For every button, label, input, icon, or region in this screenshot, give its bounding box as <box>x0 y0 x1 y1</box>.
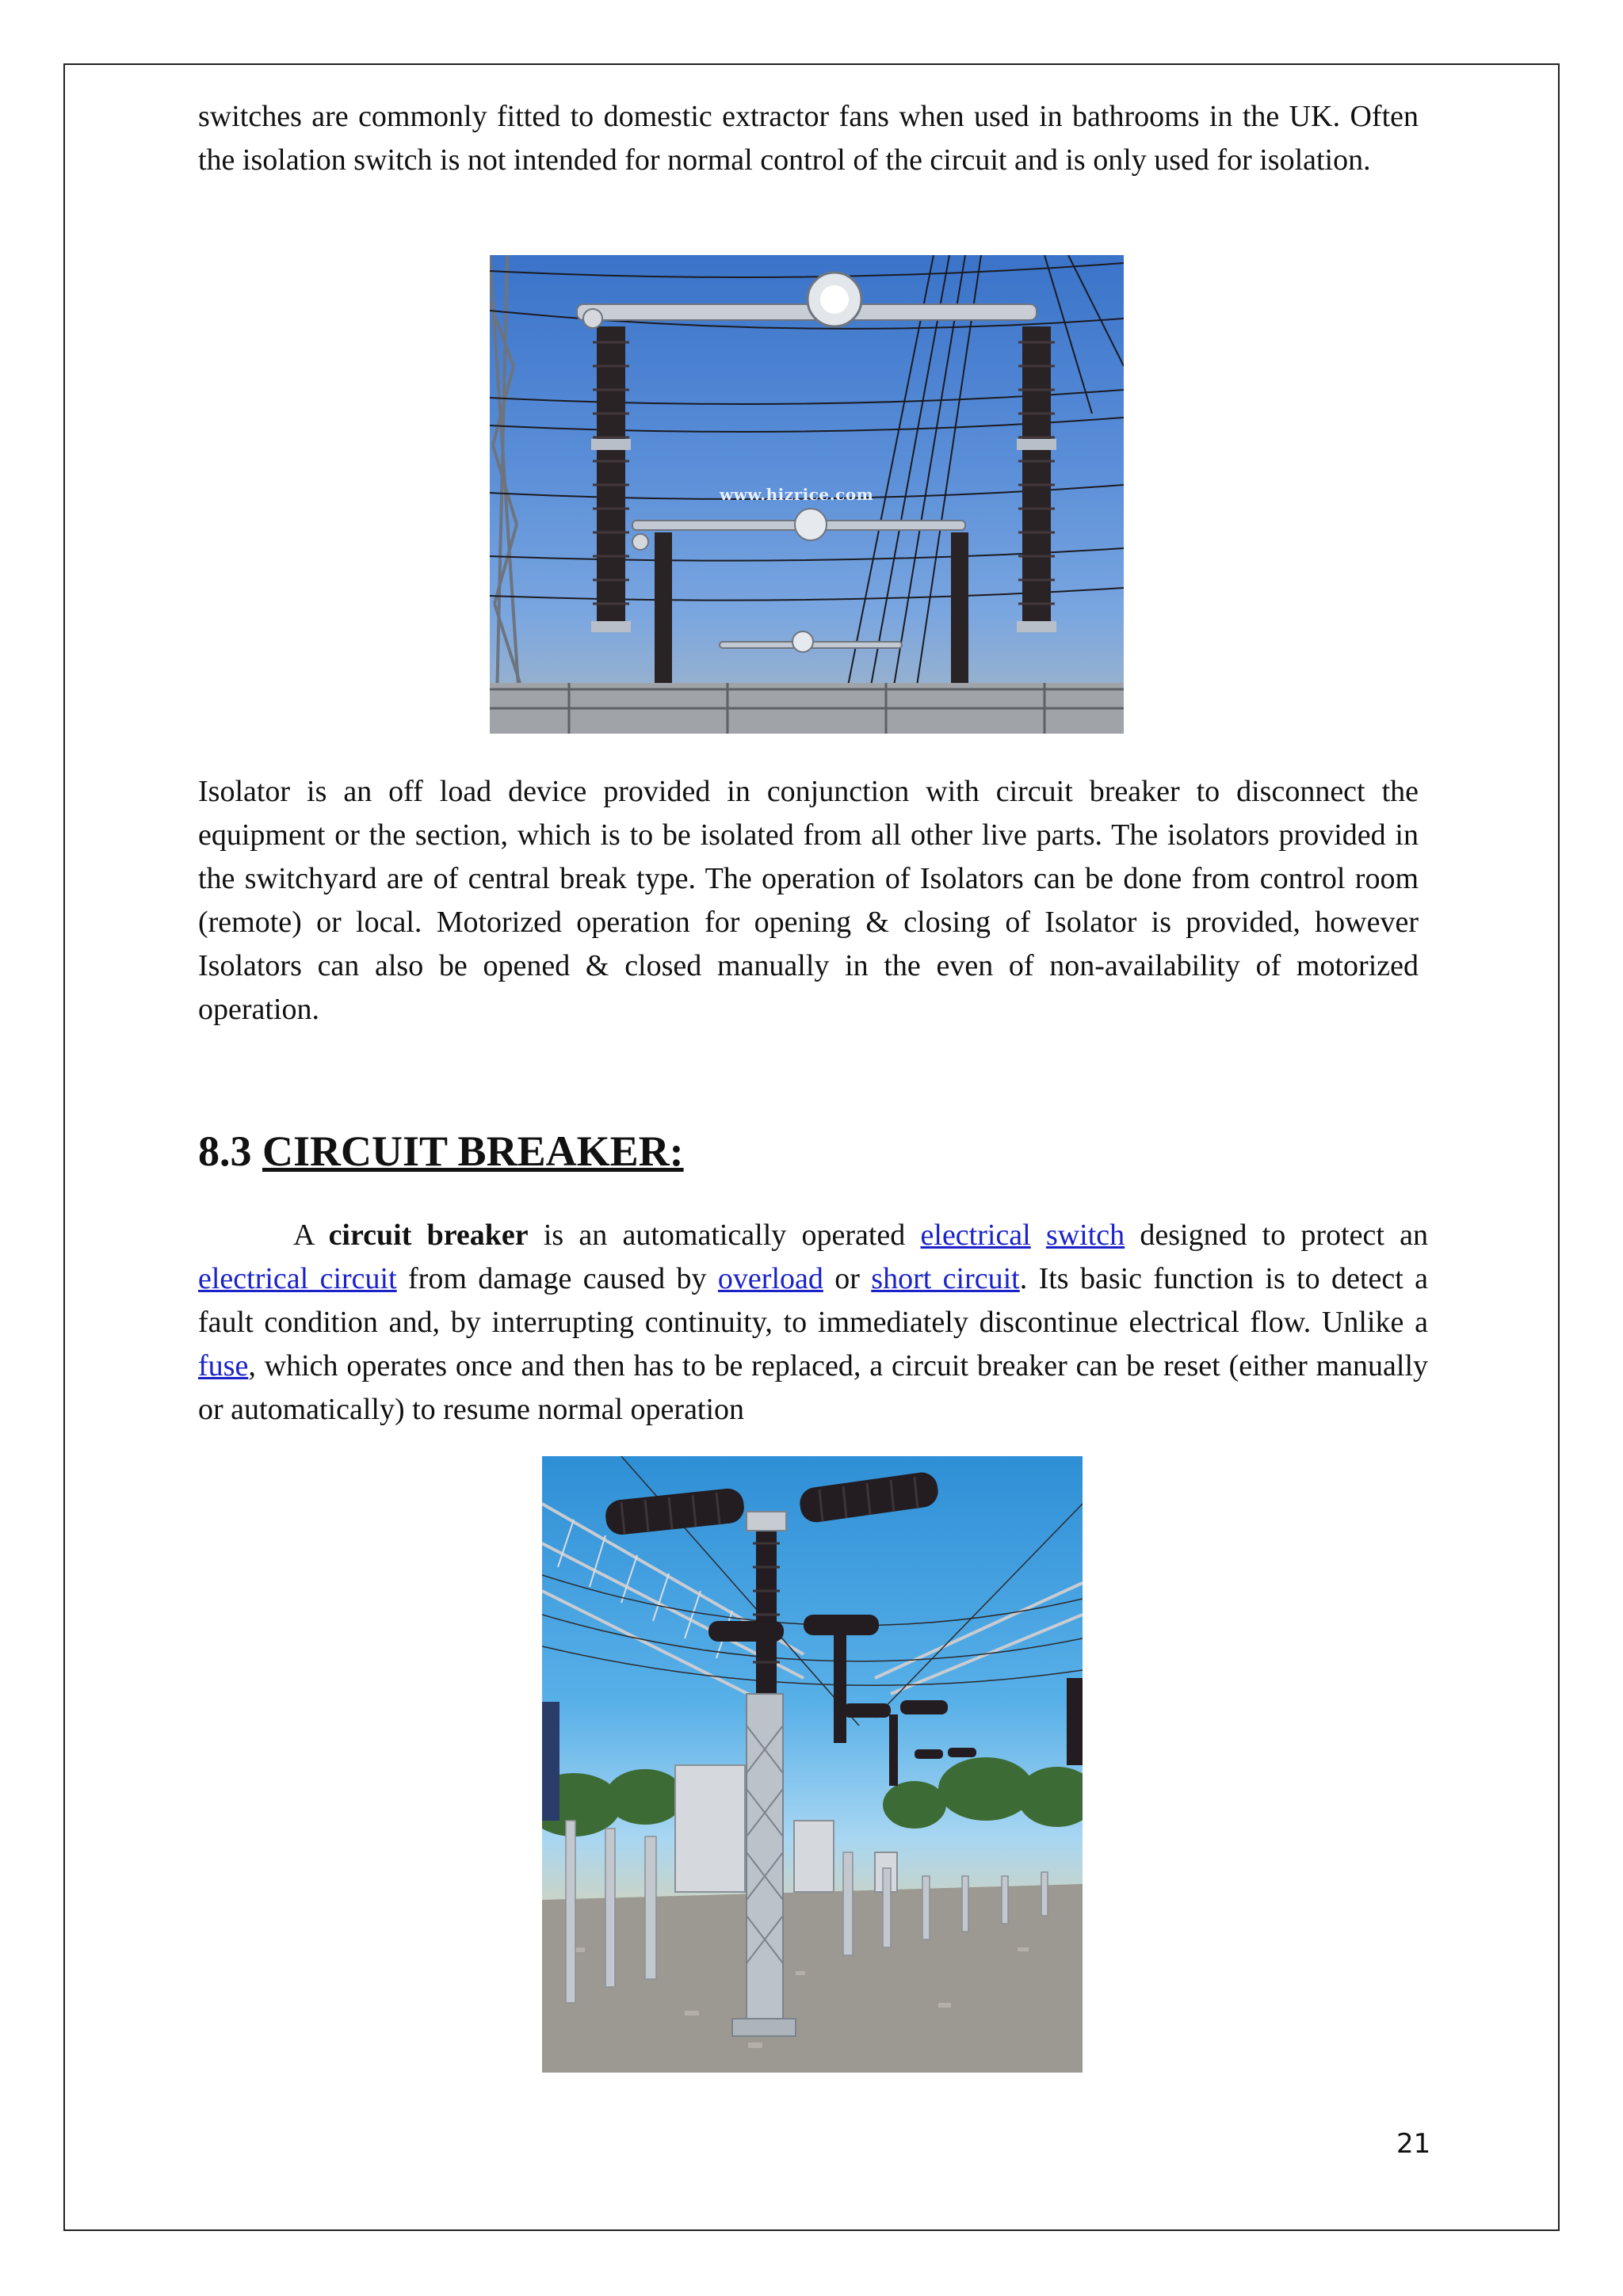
section-title: CIRCUIT BREAKER: <box>262 1127 684 1175</box>
breaker-paragraph <box>198 1214 1428 1432</box>
circuit-breaker-photo-drawing <box>542 1456 1083 2073</box>
isolator-photo <box>490 255 1124 734</box>
photo-watermark: www.hizrice.com <box>720 485 874 504</box>
link-fuse[interactable]: fuse <box>198 1349 249 1383</box>
breaker-text-4: or <box>823 1262 872 1295</box>
page-number: 21 <box>1396 2128 1431 2160</box>
link-short-circuit[interactable]: short circuit <box>871 1262 1020 1295</box>
isolator-paragraph: Isolator is an off load device provided in conjunction with circuit breaker to disconnect the equipment or the section, which is to be isolated from all other live parts. The isolators provided in the switchyard are of central break type. The operation of Isolators can be done from control room (remote) or local. Motorized operation for opening & closing of Isolator is provided, however Isolators can also be opened & closed manually in the even of non-availability of motorized operation. <box>198 775 1419 1026</box>
link-electrical[interactable]: electrical <box>920 1219 1031 1252</box>
breaker-text-2: designed to protect an <box>1125 1219 1428 1252</box>
link-electrical-circuit[interactable]: electrical circuit <box>198 1262 397 1295</box>
link-switch[interactable]: switch <box>1045 1219 1125 1252</box>
breaker-text-3: from damage caused by <box>396 1262 718 1295</box>
breaker-lead: A <box>293 1219 329 1252</box>
intro-paragraph: switches are commonly fitted to domestic extractor fans when used in bathrooms in the UK. Often the isolation switch is not intended for normal control of the circuit and is only used for isolation. <box>198 100 1419 177</box>
breaker-text-5: . Its basic function is to detect a fault condition and, by interrupting continuity, to immediately discontinue electrical flow. Unlike a <box>198 1262 1429 1339</box>
section-number: 8.3 <box>198 1127 252 1175</box>
link-overload[interactable]: overload <box>717 1262 823 1295</box>
breaker-space-1 <box>1031 1219 1046 1252</box>
section-heading <box>198 1123 684 1179</box>
bold-term-circuit-breaker: circuit breaker <box>328 1219 529 1252</box>
breaker-text-6: , which operates once and then has to be replaced, a circuit breaker can be reset (either manually or automatically) to resume normal operation <box>198 1349 1428 1426</box>
circuit-breaker-photo <box>542 1456 1083 2073</box>
breaker-text-1: is an automatically operated <box>528 1219 921 1252</box>
